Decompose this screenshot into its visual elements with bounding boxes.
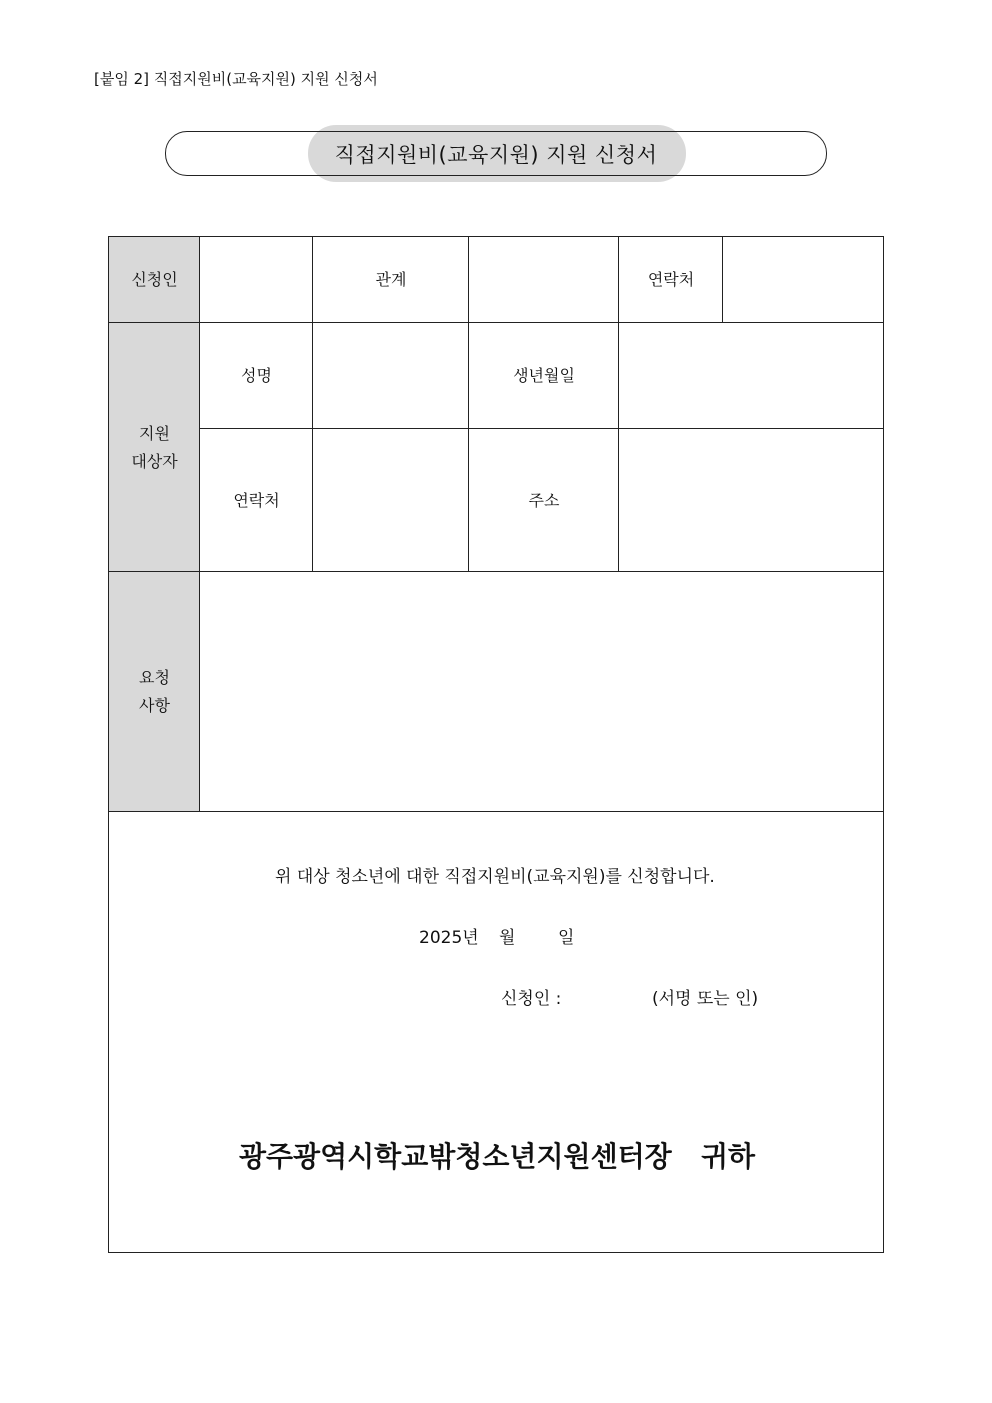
month-label: 월 [499, 928, 516, 948]
birthdate-label: 생년월일 [513, 366, 575, 385]
application-form [108, 236, 884, 1253]
target-label-line2: 대상자 [131, 451, 178, 471]
target-contact-label: 연락처 [233, 490, 280, 510]
applicant-contact-field[interactable] [723, 237, 883, 323]
divider [468, 237, 469, 572]
applicant-sign-label: 신청인 : [501, 989, 562, 1009]
target-label [109, 323, 200, 572]
target-contact-field[interactable] [313, 429, 469, 572]
request-label [109, 572, 200, 812]
day-label: 일 [558, 928, 575, 948]
year-label: 2025년 [419, 928, 479, 948]
address-field[interactable] [619, 429, 883, 572]
divider [312, 237, 313, 572]
name-field[interactable] [313, 323, 469, 429]
recipient-line: 광주광역시학교밖청소년지원센터장 귀하 [238, 1140, 756, 1173]
divider [618, 237, 619, 572]
request-field[interactable] [200, 572, 883, 812]
attachment-note: [붙임 2] 직접지원비(교육지원) 지원 신청서 [94, 70, 378, 88]
divider [200, 428, 883, 429]
address-label: 주소 [528, 490, 560, 510]
divider [722, 237, 723, 323]
sign-note: (서명 또는 인) [652, 989, 759, 1009]
relation-label: 관계 [375, 270, 407, 289]
target-label-line1: 지원 [139, 423, 170, 443]
divider [109, 322, 883, 323]
document-title: 직접지원비(교육지원) 지원 신청서 [165, 131, 827, 176]
name-label: 성명 [241, 366, 272, 385]
relation-field[interactable] [469, 237, 619, 323]
request-label-line2: 사항 [139, 696, 170, 715]
applicant-label: 신청인 [109, 237, 200, 323]
divider [109, 571, 883, 572]
birthdate-field[interactable] [619, 323, 883, 429]
declaration-statement: 위 대상 청소년에 대한 직접지원비(교육지원)를 신청합니다. [275, 867, 715, 887]
applicant-name-field[interactable] [200, 237, 313, 323]
request-label-line1: 요청 [139, 668, 170, 687]
applicant-contact-label: 연락처 [647, 270, 695, 289]
divider [199, 237, 200, 812]
divider [109, 811, 883, 812]
